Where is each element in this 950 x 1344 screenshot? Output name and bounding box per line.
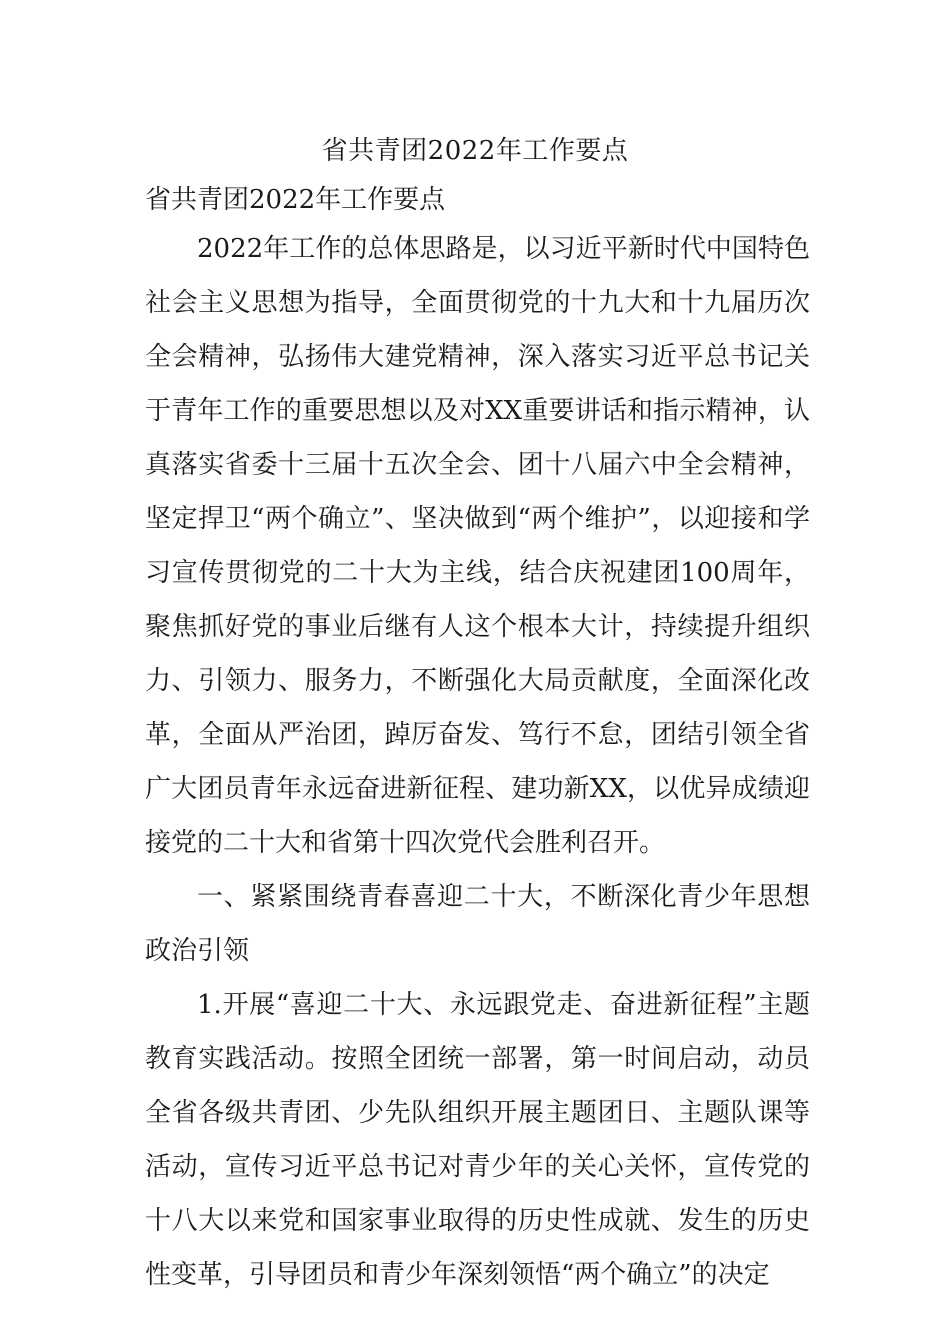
document-title: 省共青团2022年工作要点 xyxy=(321,136,629,166)
section-heading-1: 一、紧紧围绕青春喜迎二十大，不断深化青少年思想政治引领 xyxy=(145,882,810,966)
paragraph-overview: 2022年工作的总体思路是，以习近平新时代中国特色社会主义思想为指导，全面贯彻党的十九大和十九届历次全会精神，弘扬伟大建党精神，深入落实习近平总书记关于青年工作的重要思想以及对XX重要讲话和指示精神，认真落实省委十三届十五次全会、团十八届六中全会精神，坚定捍卫“两个确立”、坚决做到“两个维护”，以迎接和学习宣传贯彻党的二十大为主线，结合庆祝建团100周年，聚焦抓好党的事业后继有人这个根本大计，持续提升组织力、引领力、服务力，不断强化大局贡献度，全面深化改革，全面从严治团，踔厉奋发、笃行不怠，团结引领全省广大团员青年永远奋进新征程、建功新XX，以优异成绩迎接党的二十大和省第十四次党代会胜利召开。 xyxy=(145,234,810,858)
document-subtitle: 省共青团2022年工作要点 xyxy=(145,185,446,215)
paragraph-item-1: 1.开展“喜迎二十大、永远跟党走、奋进新征程”主题教育实践活动。按照全团统一部署，第一时间启动，动员全省各级共青团、少先队组织开展主题团日、主题队课等活动，宣传习近平总书记对青少年的关心关怀，宣传党的十八大以来党和国家事业取得的历史性成就、发生的历史性变革，引导团员和青少年深刻领悟“两个确立”的决定 xyxy=(145,990,810,1290)
document-body xyxy=(145,222,810,1302)
